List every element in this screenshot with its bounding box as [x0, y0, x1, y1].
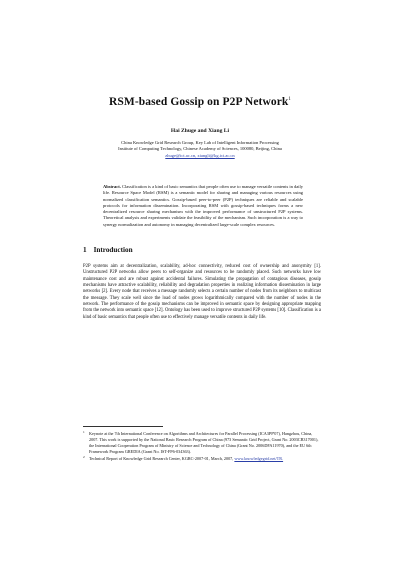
affiliation-line-1: China Knowledge Grid Research Group, Key Lab of Intelligent Information Processing — [121, 140, 279, 145]
paper-title — [0, 96, 400, 108]
footnote-rule — [83, 426, 163, 427]
section-number: 1 — [83, 246, 87, 254]
abstract-text: Classification is a kind of basic semantics that people often use to manage versatile contents in daily life. Resource Space Model (RSM) is a semantic model for sharing and managing various resources using normalized classification semantics. Gossip-based peer-to-peer (P2P) techniques are reliable and scalable protocols for information dissemination. Incorporating RSM with gossip-based techniques forms a new decentralized resource sharing mechanism with the improved performance of unstructured P2P systems. Theoretical analysis and experiments validate the feasibility of the mechanism. Such incorporation is a way to synergy normalization and autonomy in managing decentralized large-scale complex resources. — [103, 184, 304, 227]
body-paragraph: P2P systems aim at decentralization, scalability, ad-hoc connectivity, reduced cost of ownership and anonymity [1]. Unstructured P2P networks allow peers to self-organize and resources to be randomly placed. Such networks have low maintenance cost and are robust against accidental failures. Simulating the propagation of contagious diseases, gossip mechanisms have attractive scalability, reliability and degradation properties in realizing information dissemination in large networks [2]. Every node that receives a message randomly selects a certain number of nodes from its neighbors to multicast the message. They scale well since the load of nodes grows logarithmically compared with the number of nodes in the network. The performance of the gossip mechanisms can be improved in semantic space by designing appropriate mapping from the network into semantic space [12]. Ontology has been used to improve structured P2P systems [10]. Classification is a kind of basic semantics that people often use to effectively manage versatile contents in daily life. — [83, 264, 321, 320]
section-title: Introduction — [93, 246, 133, 254]
paper-title-text: RSM-based Gossip on P2P Network — [108, 96, 289, 108]
affiliation-line-2: Institute of Computing Technology, Chinese Academy of Sciences, 100080, Beijing, China — [118, 146, 282, 152]
author-emails[interactable] — [60, 153, 340, 159]
title-footnote-mark: 1 — [288, 97, 292, 103]
footnotes — [83, 431, 321, 464]
footnote-1-text: Keynote at the 7th International Conference on Algorithms and Architectures for Parallel Processing (ICA3PP'07), Hangzhou, China, 2007. This work is supported by the National Basic Research Program of China (973 Semantic Grid Project, Grant No. 2003CB317001), the International Cooperation Program of Ministry of Science and Technology of China (Grant No. 2006DFA11970), and the EU 6th Framework Program GREDIA (Grant No. IST-FP6-034363). — [89, 431, 319, 454]
body-text — [83, 264, 321, 321]
footnote-1-mark: 1 — [83, 430, 85, 434]
footnote-2-text: Technical Report of Knowledge Grid Research Center, KGRC-2007-01, March, 2007, — [89, 456, 234, 462]
abstract-label: Abstract. — [103, 184, 121, 189]
email-links[interactable]: zhuge@ict.ac.cn, xiangli@kg.ict.ac.cn — [165, 152, 235, 158]
section-heading — [83, 246, 133, 254]
footnote-2-link[interactable]: www.knowledgegrid.net/TR. — [234, 456, 284, 462]
footnote-2 — [83, 456, 321, 462]
footnote-1 — [83, 431, 321, 455]
abstract — [103, 184, 303, 228]
authors: Hai Zhuge and Xiang Li — [170, 128, 230, 134]
affiliation — [60, 140, 340, 159]
footnote-2-mark: 2 — [83, 455, 85, 460]
